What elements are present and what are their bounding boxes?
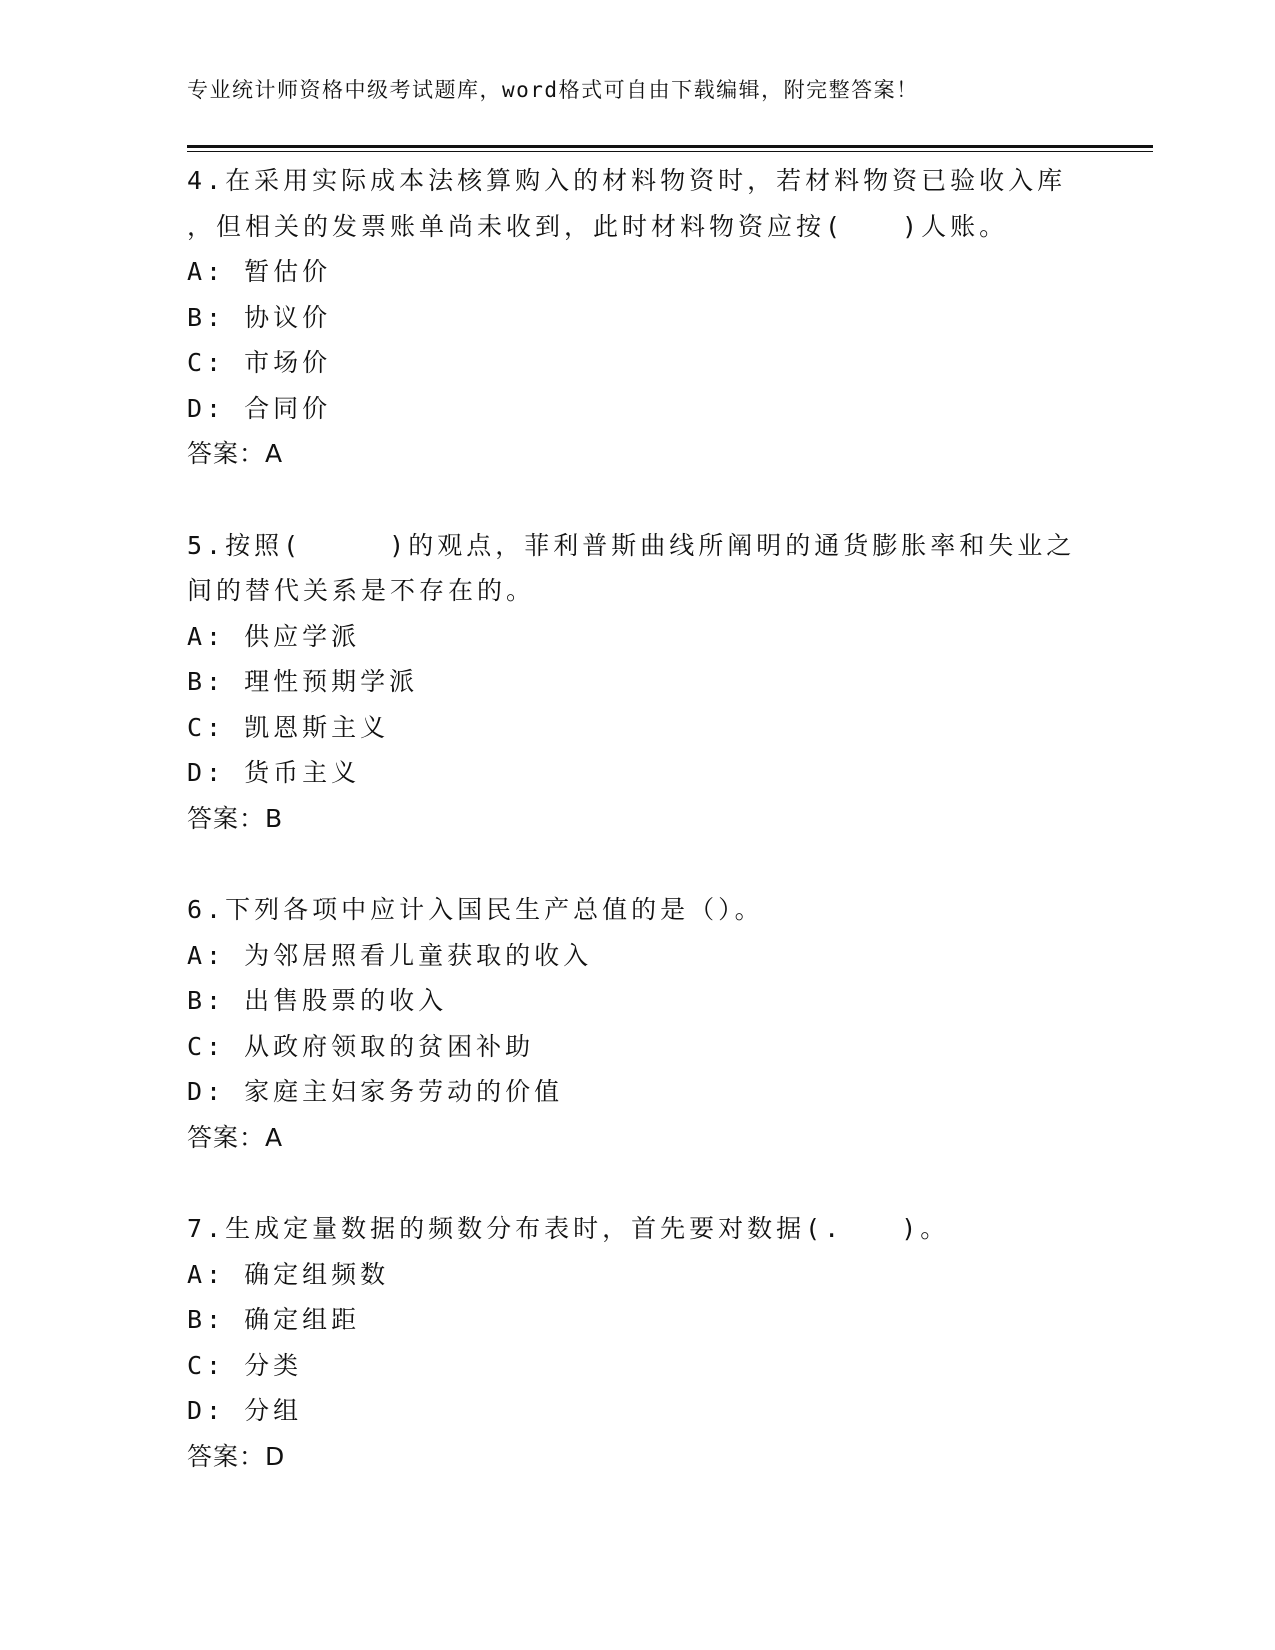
question-stem: 7.生成定量数据的频数分布表时，首先要对数据(. )。 — [187, 1214, 950, 1243]
option-d: D: 家庭主妇家务劳动的价值 — [187, 1077, 564, 1106]
option-b: B: 协议价 — [187, 302, 332, 332]
question-5 — [187, 523, 1087, 842]
question-4 — [187, 158, 1087, 477]
option-d: D: 分组 — [187, 1396, 303, 1425]
answer: 答案：B — [187, 803, 284, 833]
option-a: A: 为邻居照看儿童获取的收入 — [187, 940, 593, 970]
option-b: B: 出售股票的收入 — [187, 986, 448, 1015]
question-6 — [187, 887, 1087, 1160]
option-a: A: 确定组频数 — [187, 1259, 390, 1289]
answer: 答案：D — [187, 1441, 286, 1471]
question-stem: ，但相关的发票账单尚未收到，此时材料物资应按( )人账。 — [187, 211, 1009, 241]
question-list — [187, 158, 1087, 1525]
option-d: D: 货币主义 — [187, 758, 361, 787]
question-7 — [187, 1206, 1087, 1479]
question-stem: 6.下列各项中应计入国民生产总值的是（）。 — [187, 895, 764, 924]
option-a: A: 供应学派 — [187, 621, 361, 651]
option-c: C: 从政府领取的贫困补助 — [187, 1031, 535, 1061]
question-stem: 间的替代关系是不存在的。 — [187, 576, 536, 605]
option-b: B: 理性预期学派 — [187, 667, 419, 696]
option-c: C: 分类 — [187, 1350, 303, 1380]
question-stem: 4.在采用实际成本法核算购入的材料物资时，若材料物资已验收入库 — [187, 166, 1067, 195]
page-header: 专业统计师资格中级考试题库，word格式可自由下载编辑，附完整答案！ — [187, 78, 919, 102]
answer: 答案：A — [187, 439, 284, 468]
option-c: C: 凯恩斯主义 — [187, 712, 390, 742]
option-c: C: 市场价 — [187, 348, 332, 377]
option-d: D: 合同价 — [187, 393, 332, 423]
header-rule-thin — [187, 151, 1153, 152]
question-stem: 5.按照( )的观点，菲利普斯曲线所阐明的通货膨胀率和失业之 — [187, 530, 1076, 560]
answer: 答案：A — [187, 1122, 284, 1152]
header-rule-thick — [187, 145, 1153, 148]
option-a: A: 暂估价 — [187, 257, 332, 286]
option-b: B: 确定组距 — [187, 1305, 361, 1334]
